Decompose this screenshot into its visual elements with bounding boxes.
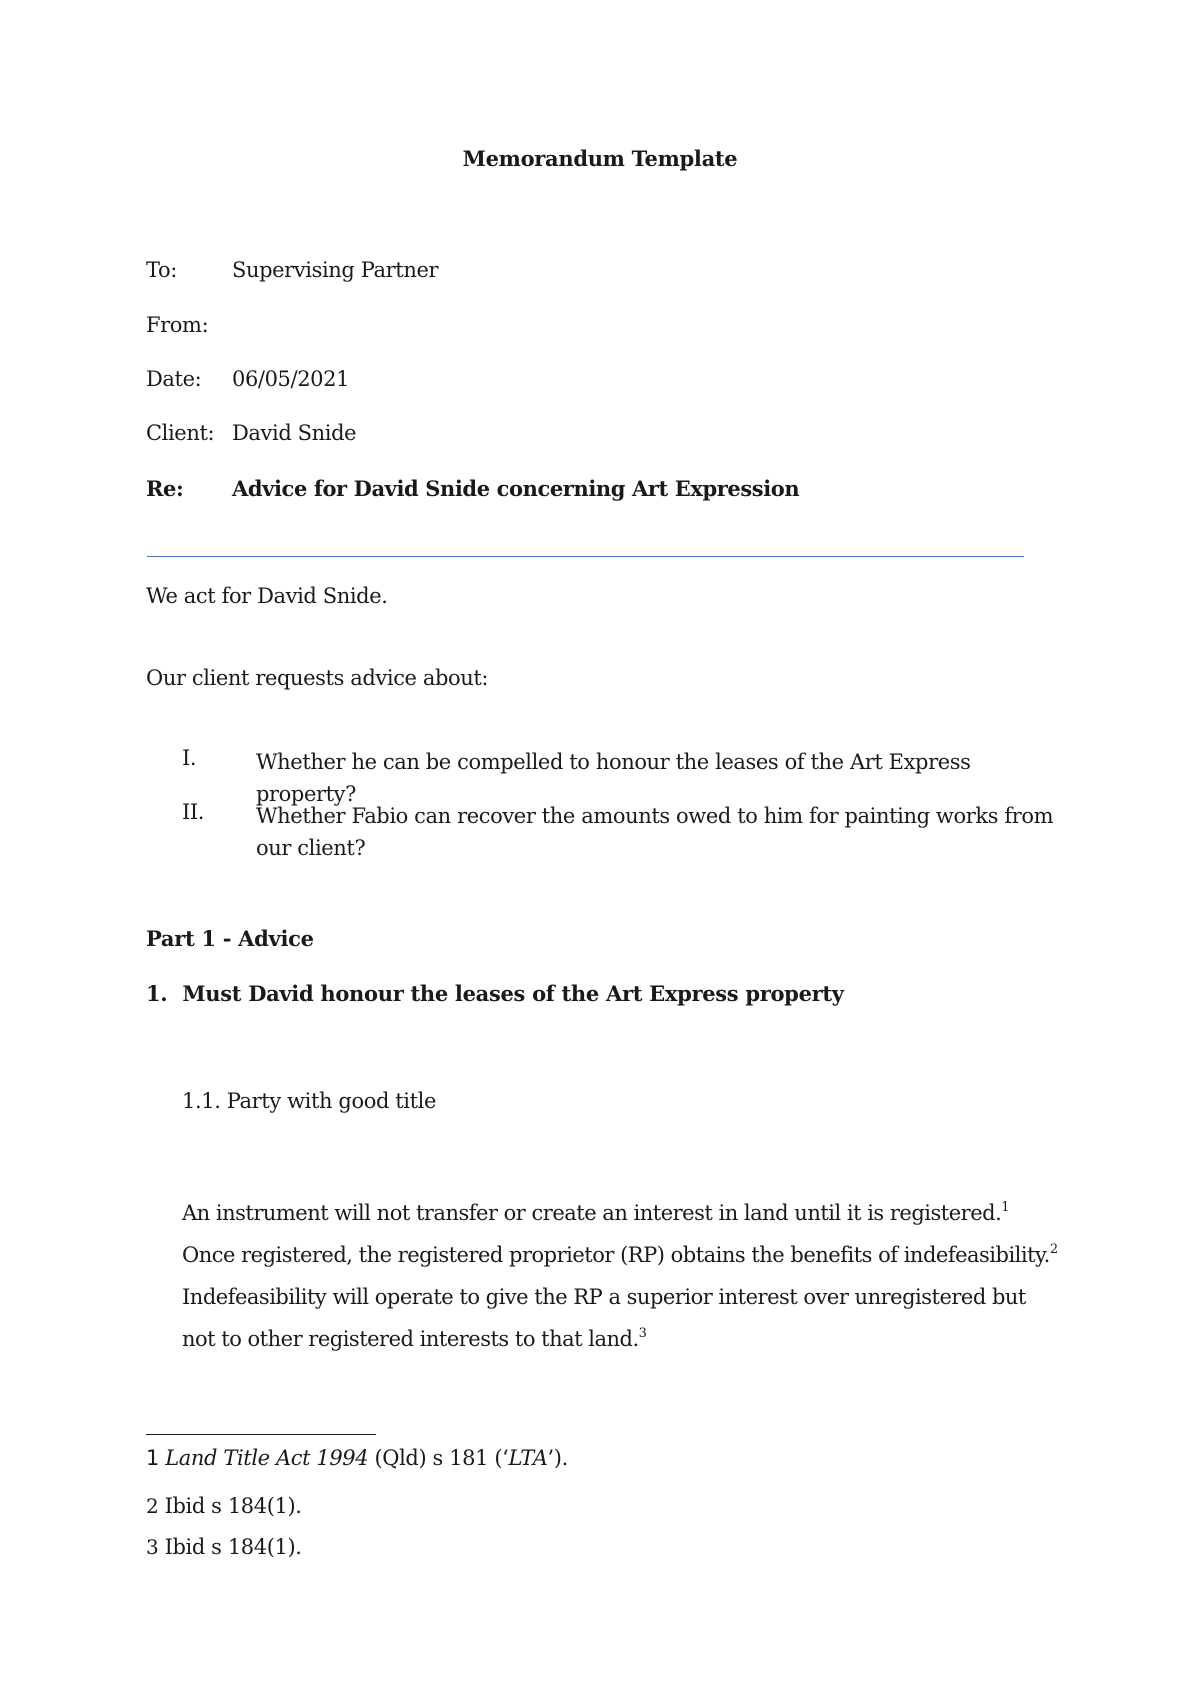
question-number: II. — [182, 800, 205, 824]
subsection-title: Party with good title — [226, 1089, 437, 1113]
re-value: Advice for David Snide concerning Art Expression — [232, 476, 800, 501]
footnote-text: Ibid s 184(1). — [164, 1494, 302, 1518]
question-text: Whether he can be compelled to honour the leases of the Art Express property? — [256, 750, 971, 806]
part-heading: Part 1 - Advice — [146, 926, 314, 951]
date-label: Date: — [146, 367, 202, 391]
body-sentence-2: Once registered, the registered proprietor (RP) obtains the benefits of indefeasibility. — [182, 1243, 1050, 1267]
header-from-row — [146, 313, 232, 337]
question-item — [182, 800, 1062, 864]
footnote-abbrev: LTA — [508, 1446, 548, 1470]
footnote-3 — [146, 1535, 302, 1559]
re-label: Re: — [146, 476, 184, 501]
intro-line-1: We act for David Snide. — [146, 584, 388, 608]
client-label: Client: — [146, 421, 215, 445]
header-client-row — [146, 421, 356, 445]
document-title: Memorandum Template — [462, 146, 738, 171]
subsection-heading — [182, 1089, 436, 1113]
footnote-ref-3[interactable]: 3 — [638, 1326, 647, 1341]
body-sentence-1: An instrument will not transfer or create an interest in land until it is registered. — [182, 1201, 1002, 1225]
from-label: From: — [146, 313, 209, 337]
footnote-text: Ibid s 184(1). — [164, 1535, 302, 1559]
footnote-text-end: ’). — [547, 1446, 568, 1470]
footnote-ref-1[interactable]: 1 — [1001, 1200, 1010, 1215]
footnote-separator — [146, 1434, 376, 1435]
section-title: Must David honour the leases of the Art Express property — [182, 981, 844, 1006]
client-value: David Snide — [232, 421, 357, 445]
footnote-act-title: Land Title Act 1994 — [165, 1446, 369, 1470]
footnote-text: (Qld) s 181 (‘ — [368, 1446, 509, 1470]
header-date-row — [146, 367, 349, 391]
date-value: 06/05/2021 — [232, 367, 350, 391]
section-number: 1. — [146, 981, 168, 1006]
footnote-number: 2 — [146, 1494, 159, 1518]
footnote-number: 3 — [146, 1535, 159, 1559]
header-re-row — [146, 476, 799, 501]
to-label: To: — [146, 258, 177, 282]
footnote-2 — [146, 1494, 302, 1518]
body-paragraph — [182, 1192, 1062, 1360]
header-to-row — [146, 258, 438, 282]
subsection-number: 1.1. — [182, 1089, 221, 1113]
question-number: I. — [182, 746, 197, 770]
footnote-ref-2[interactable]: 2 — [1049, 1242, 1058, 1257]
body-sentence-3: Indefeasibility will operate to give the RP a superior interest over unregistered but not to other registered interests to that land. — [182, 1285, 1026, 1351]
section-heading — [146, 981, 844, 1006]
intro-line-2: Our client requests advice about: — [146, 666, 489, 690]
to-value: Supervising Partner — [232, 258, 439, 282]
header-divider — [147, 556, 1024, 557]
footnote-number: 1 — [146, 1446, 159, 1470]
question-text: Whether Fabio can recover the amounts owed to him for painting works from our client? — [256, 804, 1054, 860]
footnote-1 — [146, 1446, 568, 1470]
